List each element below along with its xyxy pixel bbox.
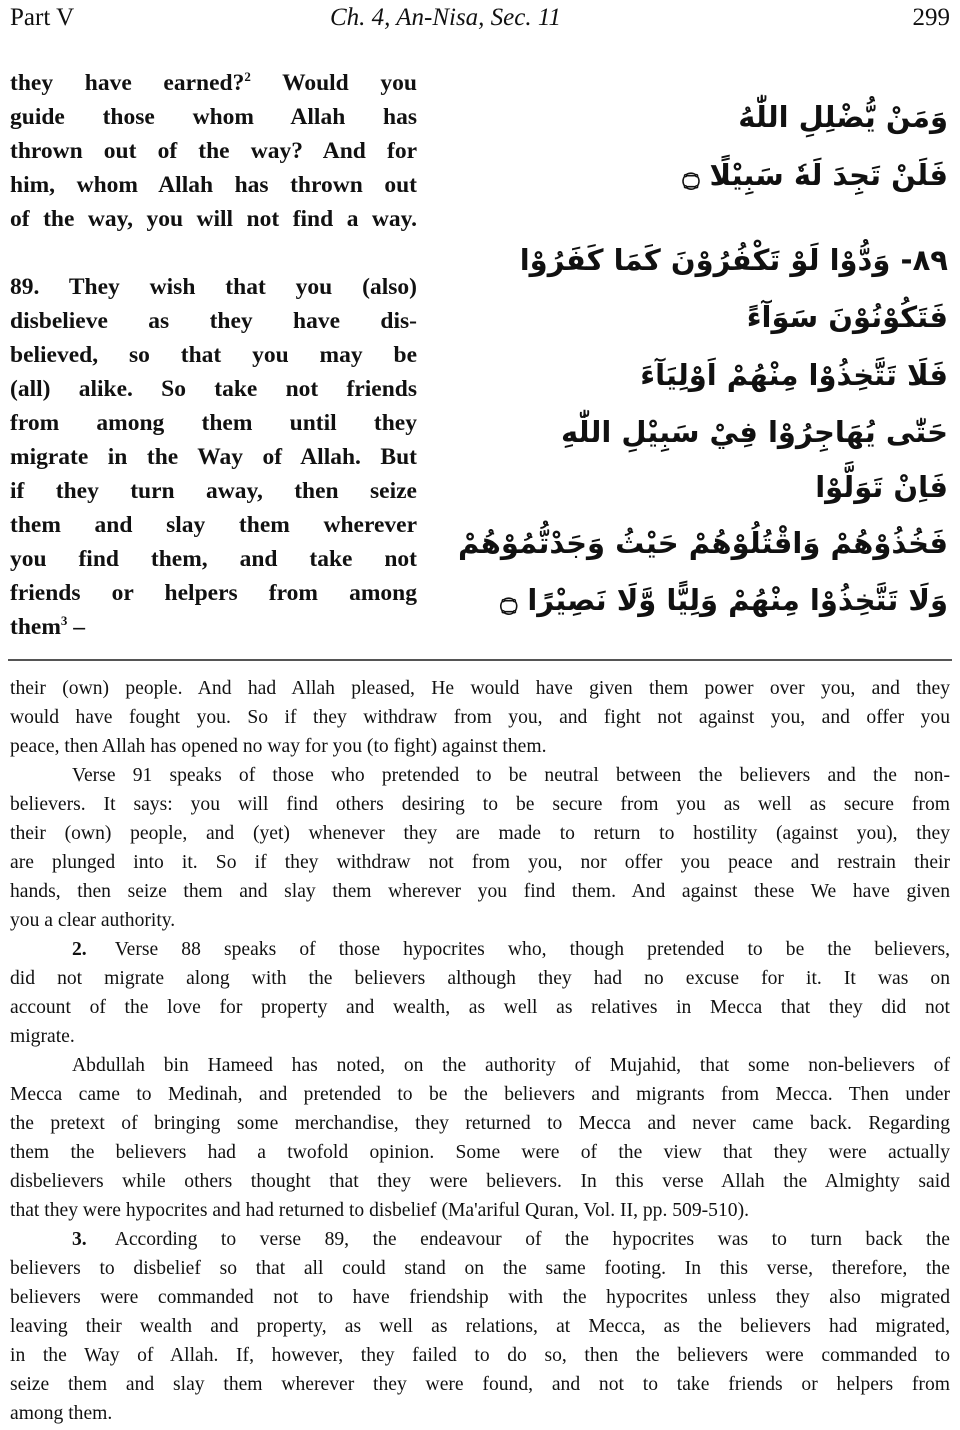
translation-line: (all) alike. So take not friends bbox=[10, 376, 417, 402]
footnote-line: disbelievers while others thought that they were believers. In this verse Allah the Almighty said bbox=[10, 1171, 950, 1192]
page-number: 299 bbox=[912, 4, 950, 31]
footnote-line: Abdullah bin Hameed has noted, on the authority of Mujahid, that some non-believers of bbox=[72, 1055, 950, 1076]
footnote-ref: 2 bbox=[244, 69, 251, 84]
translation-line: disbelieve as they have dis- bbox=[10, 308, 417, 334]
text-span: According to verse 89, the endeavour of the hypocrites was to turn back the bbox=[114, 1229, 950, 1250]
footnote-line: believers were commanded not to have friendship with the hypocrites unless they also migrated bbox=[10, 1287, 950, 1308]
translation-line: friends or helpers from among bbox=[10, 580, 417, 606]
footnote-line: seize them and slay them wherever they were found, and not to take friends or helpers from bbox=[10, 1374, 950, 1395]
arabic-verse-line: وَمَنْ يُّضْلِلِ اللّٰهُ bbox=[738, 100, 948, 134]
footnote-line: them the believers had a twofold opinion. Some were of the view that they were actually bbox=[10, 1142, 950, 1163]
footnote-line: are plunged into it. So if they withdraw not from you, nor offer you peace and restrain their bbox=[10, 852, 950, 873]
text-span: – bbox=[67, 614, 86, 640]
arabic-verse-line: فَاِنْ تَوَلَّوْا bbox=[815, 470, 948, 504]
arabic-verse-line: ٨٩- وَدُّوْا لَوْ تَكْفُرُوْنَ كَمَا كَفَرُوْا bbox=[519, 243, 948, 277]
footnote-line: that they were hypocrites and had returned to disbelief (Ma'ariful Quran, Vol. II, pp. 509-510). bbox=[10, 1200, 749, 1221]
footnote-line: migrate. bbox=[10, 1026, 75, 1047]
footnote-line: leaving their wealth and property, as well as relations, at Mecca, as the believers had migrated, bbox=[10, 1316, 950, 1337]
arabic-verse-line: حَتّٰى يُهَاجِرُوْا فِيْ سَبِيْلِ اللّٰهِ bbox=[561, 415, 948, 449]
footnote-line: Verse 91 speaks of those who pretended to be neutral between the believers and the non- bbox=[72, 765, 950, 786]
translation-line: 89. They wish that you (also) bbox=[10, 274, 417, 300]
footnote-line: their (own) people, and (yet) whenever they are made to return to hostility (against you), they bbox=[10, 823, 950, 844]
footnotes bbox=[10, 674, 950, 1428]
footnote-line: the pretext of bringing some merchandise, they returned to Mecca and never came back. Regarding bbox=[10, 1113, 950, 1134]
footnote-line: among them. bbox=[10, 1403, 113, 1424]
translation-line: them and slay them wherever bbox=[10, 512, 417, 538]
arabic-verse-line: فَلَا تَتَّخِذُوْا مِنْهُمْ اَوْلِيَآءَ bbox=[640, 358, 948, 392]
translation-line: thrown out of the way? And for bbox=[10, 138, 417, 164]
translation-line: from among them until they bbox=[10, 410, 417, 436]
footnote-number: 2. bbox=[72, 939, 87, 960]
translation-line: of the way, you will not find a way. bbox=[10, 206, 417, 232]
running-head-chapter: Ch. 4, An-Nisa, Sec. 11 bbox=[330, 4, 562, 31]
translation-line: believed, so that you may be bbox=[10, 342, 417, 368]
arabic-verse-line: فَلَنْ تَجِدَ لَهٗ سَبِيْلًا ۝ bbox=[682, 158, 948, 192]
footnote-line: would have fought you. So if they withdraw from you, and fight not against you, and offer you bbox=[10, 707, 950, 728]
footnote-line: did not migrate along with the believers although they had no excuse for it. It was on bbox=[10, 968, 950, 989]
footnote-line: hands, then seize them and slay them wherever you find them. And against these We have given bbox=[10, 881, 950, 902]
footnote-line: believers to disbelief so that all could stand on the same footing. In this verse, therefore, the bbox=[10, 1258, 950, 1279]
footnote-line: account of the love for property and wealth, as well as relatives in Mecca that they did not bbox=[10, 997, 950, 1018]
text-span: they have earned? bbox=[10, 70, 245, 96]
footnote-number: 3. bbox=[72, 1229, 87, 1250]
translation-line: if they turn away, then seize bbox=[10, 478, 417, 504]
translation-line: him, whom Allah has thrown out bbox=[10, 172, 417, 198]
translation-line bbox=[10, 610, 417, 644]
footnote-line: in the Way of Allah. If, however, they failed to do so, then the believers were commanded to bbox=[10, 1345, 950, 1366]
translation-line: guide those whom Allah has bbox=[10, 104, 417, 130]
arabic-verse-line: فَتَكُوْنُوْنَ سَوَآءً bbox=[746, 300, 948, 334]
footnote-line bbox=[10, 1225, 950, 1254]
footnote-line: believers. It says: you will find others desiring to be secure from you as well as secure from bbox=[10, 794, 950, 815]
footnote-line: Mecca came to Medinah, and pretended to be the believers and migrants from Mecca. Then under bbox=[10, 1084, 950, 1105]
text-span: them bbox=[10, 614, 61, 640]
translation-line: you find them, and take not bbox=[10, 546, 417, 572]
footnote-line bbox=[10, 935, 950, 964]
arabic-verse-line: فَخُذُوْهُمْ وَاقْتُلُوْهُمْ حَيْثُ وَجَدْتُّمُوْهُمْ bbox=[458, 526, 948, 560]
footnote-ref: 3 bbox=[60, 613, 68, 628]
text-span: Would you bbox=[250, 70, 417, 96]
arabic-verse-line: وَلَا تَتَّخِذُوْا مِنْهُمْ وَلِيًّا وَّلَا نَصِيْرًا ۝ bbox=[500, 583, 948, 617]
footnote-line: you a clear authority. bbox=[10, 910, 176, 931]
running-head-part: Part V bbox=[10, 4, 75, 31]
translation-line: migrate in the Way of Allah. But bbox=[10, 444, 417, 470]
footnote-line: their (own) people. And had Allah pleased, He would have given them power over you, and they bbox=[10, 678, 950, 699]
text-span: Verse 88 speaks of those hypocrites who, though pretended to be the believers, bbox=[114, 939, 950, 960]
translation-column bbox=[10, 66, 417, 644]
translation-line bbox=[10, 66, 417, 100]
footnote-divider bbox=[8, 659, 952, 661]
footnote-line: peace, then Allah has opened no way for you (to fight) against them. bbox=[10, 736, 547, 757]
